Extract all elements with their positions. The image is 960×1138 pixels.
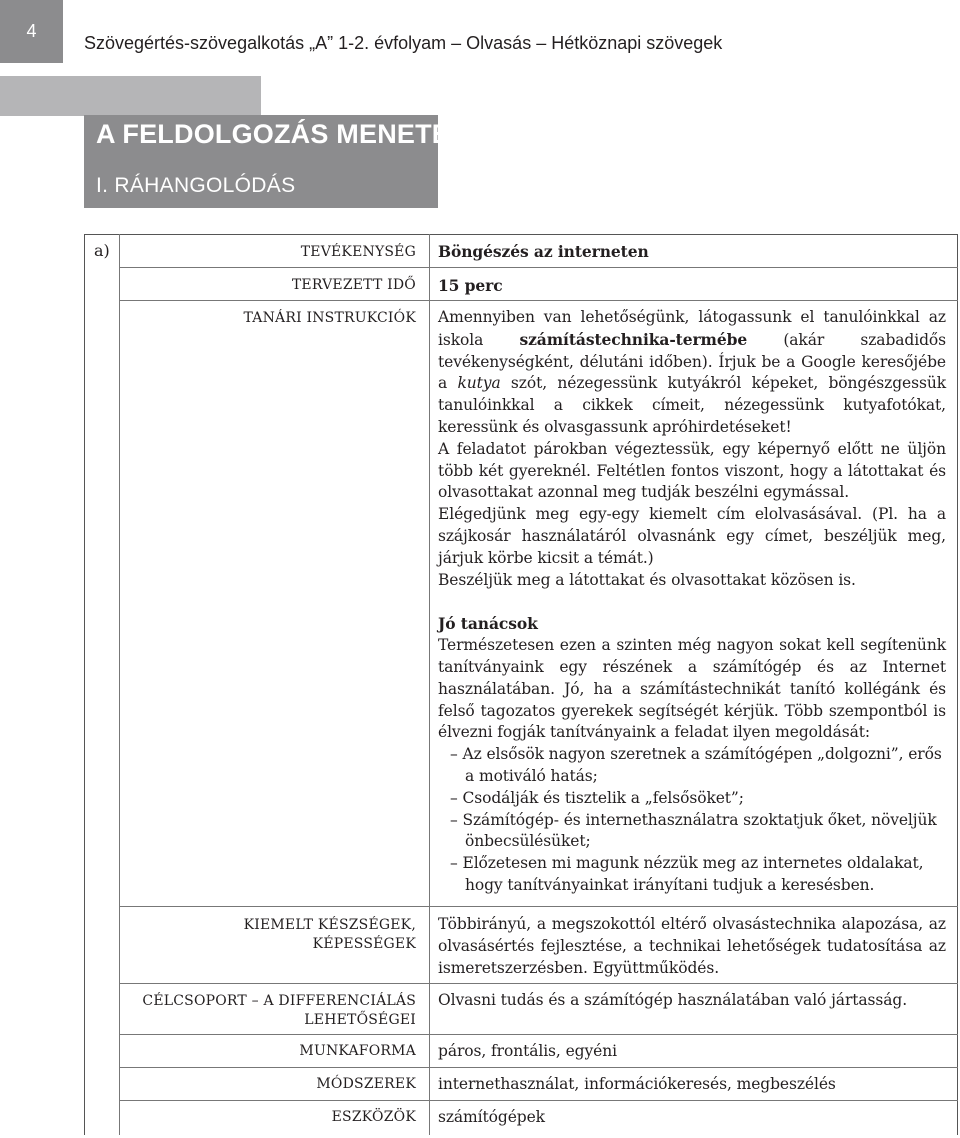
running-title: Szövegértés-szövegalkotás „A” 1-2. évfolyam – Olvasás – Hétköznapi szövegek xyxy=(84,33,723,53)
row-divider xyxy=(120,267,430,268)
tips-text: Természetesen ezen a szinten még nagyon sokat kell segítenünk tanítványaink egy részének a számítógép és az Internet használatában. Jó, ha a számítástechnikát tanító kollégánk és felső tagozatos gyerekek segítségét kérjük. Több szempontból is élvezni fogják tanítványaink a feladat ilyen megoldását: xyxy=(438,636,946,742)
label-eszkozok: ESZKÖZÖK xyxy=(331,1109,416,1125)
label-modszerek: MÓDSZEREK xyxy=(316,1076,416,1092)
header-band xyxy=(0,76,261,116)
value-modszerek: internethasználat, információkeresés, megbeszélés xyxy=(438,1075,836,1093)
label-munkaforma: MUNKAFORMA xyxy=(299,1043,416,1059)
section-subtitle: I. RÁHANGOLÓDÁS xyxy=(96,174,296,197)
instruction-paragraph: Beszéljük meg a látottakat és olvasottakat közösen is. xyxy=(438,570,856,589)
list-item: – Csodálják és tisztelik a „felsősöket”; xyxy=(450,788,744,807)
row-divider xyxy=(120,1034,430,1035)
value-tevekenyseg: Böngészés az interneten xyxy=(438,242,649,261)
instruction-paragraph: Amennyiben van lehetőségünk, látogassunk el tanulóinkkal az iskola számítástechnika-termébe (akár szabadidős tevékenységként, délutáni időben). Írjuk be a Google keresőjébe a kutya szót, nézegessünk kutyákról képeket, böngészgessük tanulóinkkal a cikkek címeit, nézegessünk kutyafotókat, keressünk és olvasgassunk apróhirdetéseket! xyxy=(438,308,947,436)
column-divider xyxy=(429,234,430,1135)
row-divider xyxy=(120,906,430,907)
list-item: – Előzetesen mi magunk nézzük meg az internetes oldalakat, hogy tanítványainkat irányítani tudjuk a keresésben. xyxy=(450,854,924,894)
row-divider xyxy=(430,983,958,984)
section-header xyxy=(84,115,450,208)
tips-title: Jó tanácsok xyxy=(438,614,538,634)
value-munkaforma: páros, frontális, egyéni xyxy=(438,1042,617,1060)
value-keszsegek: Többirányú, a megszokottól eltérő olvasástechnika alapozása, az olvasásértés fejlesztése, a technikai lehetőségek tudatosítása az ismeretszerzésben. Együttműködés. xyxy=(438,915,946,977)
label-instrukciok: TANÁRI INSTRUKCIÓK xyxy=(243,310,416,326)
instruction-paragraph: A feladatot párokban végeztessük, egy képernyő előtt ne üljön több két gyereknél. Feltétlen fontos viszont, hogy a látottakat és olvasottakat azonnal meg tudják beszélni egymással. xyxy=(438,439,946,502)
row-divider xyxy=(120,983,430,984)
list-item: – Az elsősök nagyon szeretnek a számítógépen „dolgozni”, erős a motiváló hatás; xyxy=(450,745,942,785)
value-ido: 15 perc xyxy=(438,276,503,295)
label-ido: TERVEZETT IDŐ xyxy=(291,277,416,293)
row-divider xyxy=(430,267,958,268)
row-divider xyxy=(120,1067,430,1068)
instruction-paragraph: Elégedjünk meg egy-egy kiemelt cím elolvasásával. (Pl. ha a szájkosár használatáról olvasnánk egy címet, beszéljük meg, járjuk körbe kicsit a témát.) xyxy=(438,505,946,567)
list-item: – Számítógép- és internethasználatra szoktatjuk őket, növeljük önbecsülésüket; xyxy=(450,810,937,851)
value-celcsoport: Olvasni tudás és a számítógép használatában való jártasság. xyxy=(438,991,908,1009)
row-divider xyxy=(120,300,430,301)
row-divider xyxy=(430,1067,958,1068)
tips-list xyxy=(438,744,946,897)
label-keszsegek: KIEMELT KÉSZSÉGEK, KÉPESSÉGEK xyxy=(243,917,416,952)
row-divider xyxy=(430,906,958,907)
label-tevekenyseg: TEVÉKENYSÉG xyxy=(300,244,416,260)
row-divider xyxy=(430,1034,958,1035)
row-divider xyxy=(120,1100,430,1101)
value-instrukciok xyxy=(438,307,946,897)
row-divider xyxy=(430,1100,958,1101)
activity-letter: a) xyxy=(94,241,110,260)
label-celcsoport: CÉLCSOPORT – A DIFFERENCIÁLÁS LEHETŐSÉGEI xyxy=(142,993,416,1028)
value-eszkozok: számítógépek xyxy=(438,1108,545,1126)
page-number: 4 xyxy=(0,0,63,63)
section-title: A FELDOLGOZÁS MENETE xyxy=(96,119,450,149)
row-divider xyxy=(430,300,958,301)
